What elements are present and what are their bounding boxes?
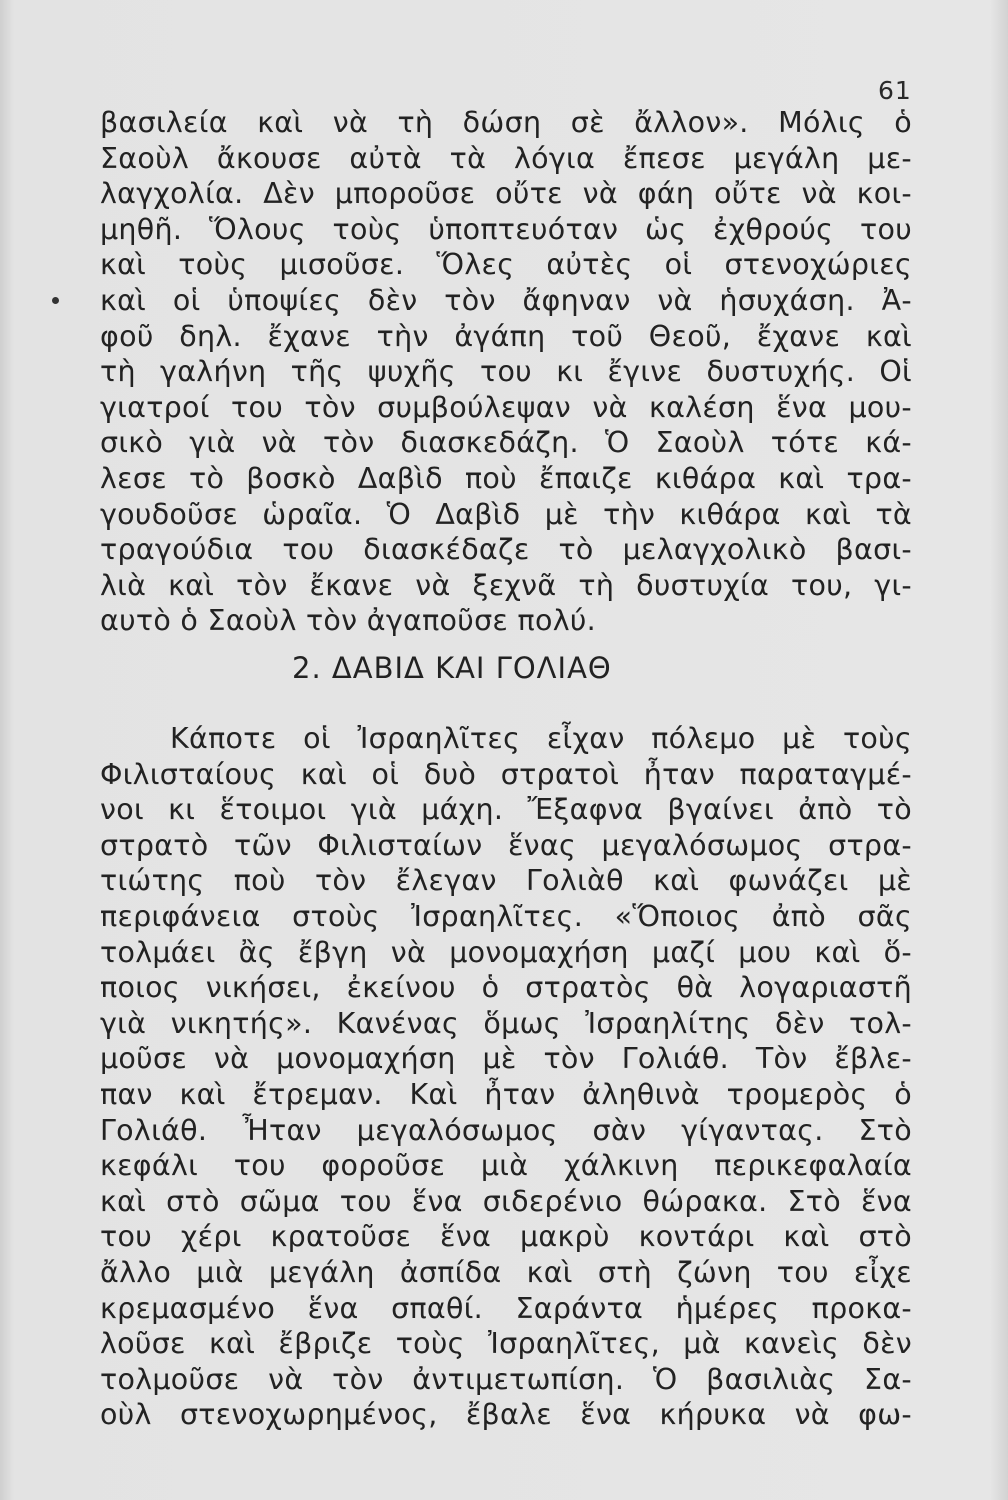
- text-line: κεφάλι του φοροῦσε μιὰ χάλκινη περικεφαλαία: [100, 1149, 912, 1183]
- text-line: γιὰ νικητής». Κανένας ὅμως Ἰσραηλίτης δὲν τολ-: [100, 1006, 912, 1040]
- text-line: βασιλεία καὶ νὰ τὴ δώση σὲ ἄλλον». Μόλις ὁ: [100, 106, 912, 139]
- text-line: καὶ στὸ σῶμα του ἕνα σιδερένιο θώρακα. Στὸ ἕνα: [100, 1184, 912, 1218]
- text-line: φοῦ δηλ. ἔχανε τὴν ἀγάπη τοῦ Θεοῦ, ἔχανε καὶ: [100, 319, 912, 353]
- text-line: περιφάνεια στοὺς Ἰσραηλῖτες. «Ὅποιος ἀπὸ σᾶς: [100, 899, 912, 933]
- text-line: μοῦσε νὰ μονομαχήση μὲ τὸν Γολιάθ. Τὸν ἔβλε-: [100, 1042, 912, 1076]
- text-line: Κάποτε οἱ Ἰσραηλῖτες εἶχαν πόλεμο μὲ τοὺς: [170, 722, 912, 755]
- text-line: τολμοῦσε νὰ τὸν ἀντιμετωπίση. Ὁ βασιλιὰς Σα-: [100, 1362, 912, 1396]
- text-line: τὴ γαλήνη τῆς ψυχῆς του κι ἔγινε δυστυχής. Οἱ: [100, 355, 912, 389]
- text-line: ποιος νικήσει, ἐκείνου ὁ στρατὸς θὰ λογαριαστῆ: [100, 971, 912, 1005]
- text-line: λοῦσε καὶ ἔβριζε τοὺς Ἰσραηλῖτες, μὰ κανεὶς δὲν: [100, 1327, 912, 1361]
- text-line: τολμάει ἂς ἔβγη νὰ μονομαχήση μαζί μου καὶ ὅ-: [100, 935, 912, 969]
- text-line: γιατροί του τὸν συμβούλεψαν νὰ καλέση ἕνα μου-: [100, 390, 912, 424]
- text-line: λεσε τὸ βοσκὸ Δαβὶδ ποὺ ἔπαιζε κιθάρα καὶ τρα-: [100, 461, 912, 495]
- margin-mark: [52, 297, 59, 304]
- text-line: νοι κι ἕτοιμοι γιὰ μάχη. Ἔξαφνα βγαίνει ἀπὸ τὸ: [100, 793, 912, 827]
- text-line: καὶ οἱ ὑποψίες δὲν τὸν ἄφηναν νὰ ἡσυχάση. Ἀ-: [100, 283, 912, 317]
- paragraph-david-goliath: [100, 721, 912, 1433]
- text-line: οὺλ στενοχωρημένος, ἔβαλε ἕνα κήρυκα νὰ φω-: [100, 1398, 912, 1432]
- text-line: Φιλισταίους καὶ οἱ δυὸ στρατοὶ ἦταν παραταγμέ-: [100, 757, 912, 791]
- text-line: Σαοὺλ ἄκουσε αὐτὰ τὰ λόγια ἔπεσε μεγάλη με-: [100, 141, 912, 175]
- text-line: τραγούδια του διασκέδαζε τὸ μελαγχολικὸ βασι-: [100, 533, 912, 567]
- text-line: του χέρι κρατοῦσε ἕνα μακρὺ κοντάρι καὶ στὸ: [100, 1220, 912, 1254]
- text-line: αυτὸ ὁ Σαοὺλ τὸν ἀγαποῦσε πολύ.: [100, 604, 597, 638]
- text-line: μηθῆ. Ὅλους τοὺς ὑποπτευόταν ὡς ἐχθρούς του: [100, 212, 912, 246]
- page-number: 61: [878, 76, 912, 105]
- text-line: παν καὶ ἔτρεμαν. Καὶ ἦταν ἀληθινὰ τρομερὸς ὁ: [100, 1077, 912, 1111]
- text-line: γουδοῦσε ὡραῖα. Ὁ Δαβὶδ μὲ τὴν κιθάρα καὶ τὰ: [100, 497, 912, 531]
- text-line: ἄλλο μιὰ μεγάλη ἀσπίδα καὶ στὴ ζώνη του εἶχε: [100, 1255, 912, 1289]
- paragraph-saul-melancholy: [100, 105, 912, 639]
- text-line: λαγχολία. Δὲν μποροῦσε οὔτε νὰ φάη οὔτε νὰ κοι-: [100, 177, 912, 211]
- text-line: λιὰ καὶ τὸν ἔκανε νὰ ξεχνᾶ τὴ δυστυχία του, γι-: [100, 568, 912, 602]
- section-heading: 2. ΔΑΒΙΔ ΚΑΙ ΓΟΛΙΑΘ: [292, 651, 612, 685]
- text-line: στρατὸ τῶν Φιλισταίων ἕνας μεγαλόσωμος στρα-: [100, 828, 912, 862]
- text-line: κρεμασμένο ἕνα σπαθί. Σαράντα ἡμέρες προκα-: [100, 1291, 912, 1325]
- text-line: τιώτης ποὺ τὸν ἔλεγαν Γολιὰθ καὶ φωνάζει μὲ: [100, 864, 912, 898]
- text-line: καὶ τοὺς μισοῦσε. Ὅλες αὐτὲς οἱ στενοχώριες: [100, 248, 912, 282]
- text-line: Γολιάθ. Ἦταν μεγαλόσωμος σὰν γίγαντας. Στὸ: [100, 1113, 912, 1147]
- text-line: σικὸ γιὰ νὰ τὸν διασκεδάζη. Ὁ Σαοὺλ τότε κά-: [100, 426, 912, 460]
